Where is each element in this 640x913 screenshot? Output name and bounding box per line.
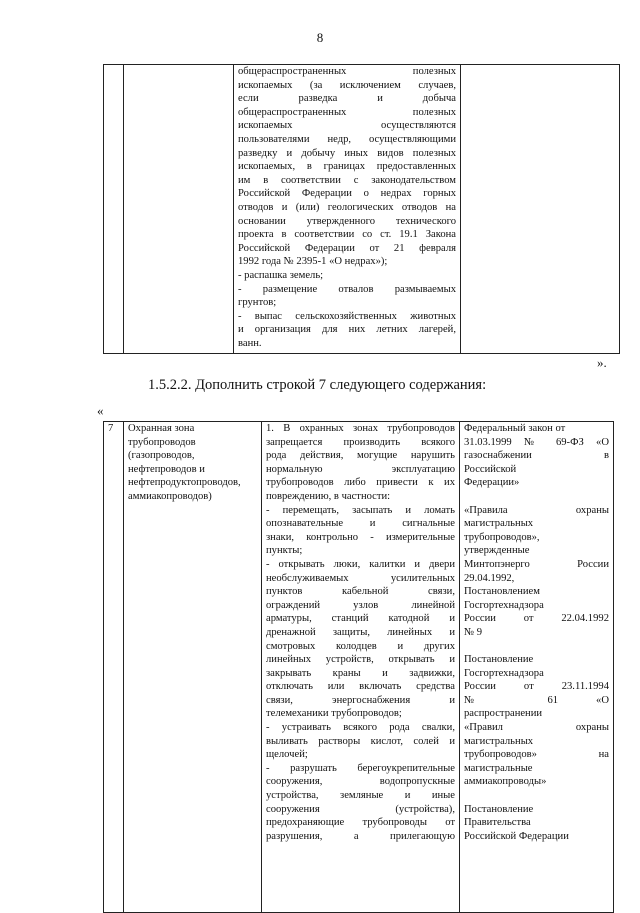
text-line: магистральные bbox=[464, 762, 533, 774]
text-line: 29.04.1992, bbox=[464, 572, 515, 584]
text-line: отводов и (или) геологических отводов на bbox=[238, 201, 456, 213]
text-line: аммиакопроводы» bbox=[464, 776, 547, 788]
text-line: - устраивать всякого рода свалки, bbox=[266, 722, 455, 734]
table-bottom bbox=[103, 421, 614, 913]
text-line: ископаемых, в границах предоставленных bbox=[238, 161, 456, 173]
page-number: 8 bbox=[316, 30, 324, 45]
text-line: пользователями недр, осуществляющими bbox=[238, 133, 456, 145]
cell-zone bbox=[124, 65, 234, 354]
table-row bbox=[104, 65, 620, 354]
cell-basis bbox=[461, 65, 620, 354]
text-line: России от 23.11.1994 bbox=[464, 681, 609, 693]
text-line: опознавательные и сигнальные bbox=[266, 518, 455, 530]
cell-restrictions bbox=[262, 422, 460, 913]
closing-quote: ». bbox=[597, 355, 607, 370]
text-line: отключать или включать средства bbox=[266, 681, 455, 693]
cell-basis bbox=[460, 422, 614, 913]
text-line: пунктов кабельной связи, bbox=[266, 586, 455, 598]
text-line: устройства, земляные и иные bbox=[266, 790, 455, 802]
table-top bbox=[103, 64, 620, 354]
text-line: им в соответствии с законодательством bbox=[238, 174, 456, 186]
text-line: Постановлением bbox=[464, 586, 540, 598]
text-line: Госгортехнадзора bbox=[464, 667, 544, 679]
text-line: дренажной защиты, линейных и bbox=[266, 626, 455, 638]
text-line: выливать растворы кислот, солей и bbox=[266, 735, 455, 747]
text-line: трубопроводов» на bbox=[464, 749, 609, 761]
text-line: - перемещать, засыпать и ломать bbox=[266, 504, 455, 516]
text-line: разведку и добычу иных видов полезных bbox=[238, 147, 456, 159]
text-line: предохраняющие трубопроводы от bbox=[266, 817, 455, 829]
text-line: разрушения, а прилегающую bbox=[266, 830, 455, 842]
text-line: знаки, контрольно - измерительные bbox=[266, 531, 455, 543]
text-line: Федерации» bbox=[464, 477, 520, 489]
text-line: Федеральный закон от bbox=[464, 423, 566, 434]
text-line: повреждению, в частности: bbox=[266, 490, 391, 502]
text-line: и организация для них летних лагерей, bbox=[238, 324, 456, 336]
text-line: Российской Федерации от 21 февраля bbox=[238, 242, 456, 254]
cell-zone bbox=[124, 422, 262, 913]
text-line: щелочей; bbox=[266, 749, 308, 761]
text-line: Постановление bbox=[464, 803, 534, 815]
text-line: закрывать краны и задвижки, bbox=[266, 667, 455, 679]
cell-number bbox=[104, 65, 124, 354]
text-line: смотровых колодцев и других bbox=[266, 640, 455, 652]
spacer bbox=[464, 789, 609, 803]
text-line: - открывать люки, калитки и двери bbox=[266, 558, 455, 570]
opening-quote: « bbox=[97, 403, 104, 418]
text-line: если разведка и добыча bbox=[238, 93, 456, 105]
text-line: ископаемых (за исключением случаев, bbox=[238, 79, 456, 91]
text-line: № 61 «О bbox=[464, 694, 609, 706]
text-line: нефтепродуктопроводов, bbox=[128, 477, 241, 489]
text-line: ванн. bbox=[238, 337, 262, 349]
text-line: Госгортехнадзора bbox=[464, 599, 544, 611]
text-line: рода действия, могущие нарушить bbox=[266, 450, 455, 462]
text-line: газоснабжении в bbox=[464, 450, 609, 462]
section-heading: 1.5.2.2. Дополнить строкой 7 следующего содержания: bbox=[148, 377, 487, 393]
text-line: проекта в соответствии со ст. 19.1 Закона bbox=[238, 229, 456, 241]
text-line: аммиакопроводов) bbox=[128, 490, 212, 502]
text-line: грунтов; bbox=[238, 297, 277, 309]
cell-restrictions bbox=[234, 65, 461, 354]
text-line: ограждений узлов линейной bbox=[266, 599, 455, 611]
text-line: 1992 года № 2395-1 «О недрах»); bbox=[238, 256, 388, 268]
text-line: арматуры, станций катодной и bbox=[266, 613, 455, 625]
text-line: (газопроводов, bbox=[128, 450, 195, 462]
text-line: сооружения (устройства), bbox=[266, 803, 455, 815]
text-line: магистральных bbox=[464, 518, 534, 530]
text-line: Правительства bbox=[464, 817, 531, 829]
text-line: Охранная зона bbox=[128, 423, 195, 434]
text-line: Российской Федерации bbox=[464, 830, 569, 842]
text-line: - выпас сельскохозяйственных животных bbox=[238, 310, 456, 322]
text-line: трубопроводов bbox=[128, 436, 196, 448]
text-line: общераспространенных полезных bbox=[238, 66, 456, 77]
text-line: телемеханики трубопроводов; bbox=[266, 708, 402, 720]
text-line: трубопроводов», bbox=[464, 531, 540, 543]
text-line: общераспространенных полезных bbox=[238, 106, 456, 118]
table-row bbox=[104, 422, 614, 913]
text-line: 1. В охранных зонах трубопроводов bbox=[266, 423, 455, 434]
text-line: необслуживаемых усилительных bbox=[266, 572, 455, 584]
text-line: сооружения, водопропускные bbox=[266, 776, 455, 788]
spacer bbox=[464, 640, 609, 654]
text-line: линейных устройств, открывать и bbox=[266, 654, 455, 666]
text-line: связи, энергоснабжения и bbox=[266, 694, 455, 706]
text-line: - размещение отвалов размываемых bbox=[238, 283, 456, 295]
text-line: трубопроводов либо привести к их bbox=[266, 477, 455, 489]
text-line: запрещается производить всякого bbox=[266, 436, 455, 448]
text-line: магистральных bbox=[464, 735, 534, 747]
text-line: ископаемых осуществляются bbox=[238, 120, 456, 132]
text-line: Российской bbox=[464, 463, 517, 475]
text-line: Постановление bbox=[464, 654, 534, 666]
text-line: России от 22.04.1992 bbox=[464, 613, 609, 625]
text-line: пункты; bbox=[266, 545, 303, 557]
text-line: нефтепроводов и bbox=[128, 463, 205, 475]
text-line: - распашка земель; bbox=[238, 269, 324, 281]
text-line: нормальную эксплуатацию bbox=[266, 463, 455, 475]
text-line: № 9 bbox=[464, 626, 483, 638]
text-line: утвержденные bbox=[464, 545, 530, 557]
text-line: распространении bbox=[464, 708, 543, 720]
text-line: Российской Федерации о недрах горных bbox=[238, 188, 456, 200]
cell-number: 7 bbox=[104, 422, 124, 913]
spacer bbox=[464, 490, 609, 504]
text-line: - разрушать берегоукрепительные bbox=[266, 762, 455, 774]
text-line: основании утвержденного технического bbox=[238, 215, 456, 227]
text-line: «Правила охраны bbox=[464, 504, 609, 516]
text-line: «Правил охраны bbox=[464, 722, 609, 734]
text-line: 31.03.1999 № 69-ФЗ «О bbox=[464, 436, 609, 448]
text-line: Минтопэнерго России bbox=[464, 558, 609, 570]
